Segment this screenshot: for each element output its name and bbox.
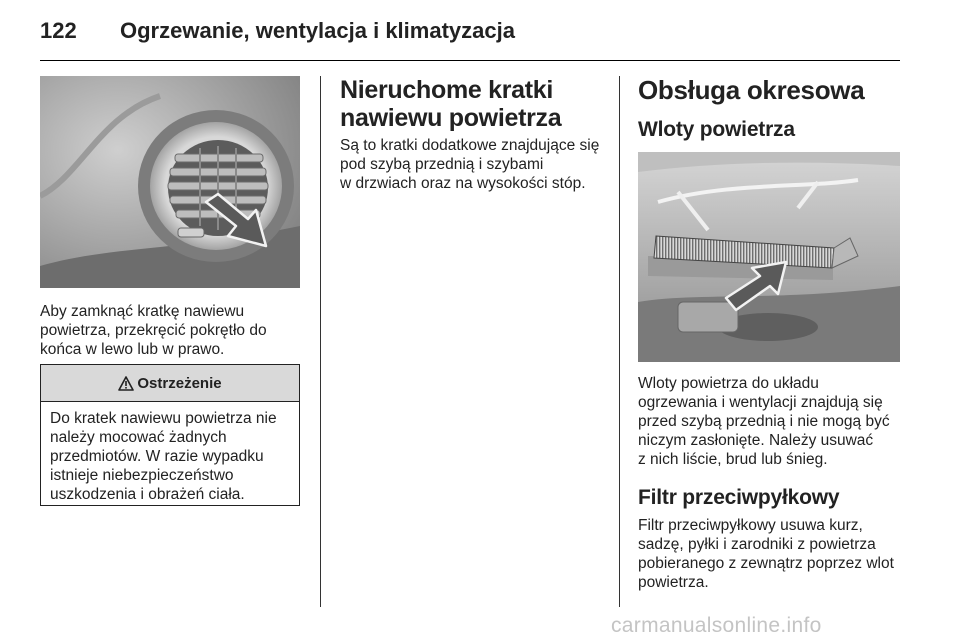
warning-text: Do kratek nawiewu powietrza nie należy mocować żadnych przedmiotów. W razie wypadku istnieje niebezpieczeństwo uszkodzenia i obrażeń ciała. [50,410,277,503]
fixed-vents-heading: Nieruchome kratki nawiewu powietrza [340,76,562,132]
fixed-vents-text: Są to kratki dodatkowe znajdujące się pod szybą przednią i szybami w drzwiach oraz na wysokości stóp. [340,137,600,192]
chapter-title: Ogrzewanie, wentylacja i klimatyzacja [120,18,515,43]
warning-header [41,365,299,402]
pollen-filter-text: Filtr przeciwpyłkowy usuwa kurz, sadzę, pyłki i zarodniki z powietrza pobieranego z zewnątrz poprzez wlot powietrza. [638,517,894,591]
rotating-air-vent-illustration [40,76,300,288]
warning-triangle-icon [118,376,134,391]
page-number: 122 [40,18,77,43]
pollen-filter-heading: Filtr przeciwpyłkowy [638,486,840,509]
air-inlet-under-windscreen-illustration [638,152,900,362]
watermark: carmanualsonline.info [611,614,822,637]
air-inlets-heading: Wloty powietrza [638,118,795,141]
maintenance-heading: Obsługa okresowa [638,75,865,105]
vent-close-instruction: Aby zamknąć kratkę nawiewu powietrza, przekręcić pokrętło do końca w lewo lub w prawo. [40,303,267,358]
air-inlets-text: Wloty powietrza do układu ogrzewania i wentylacji znajdują się przed szybą przednią i nie mogą być niczym zasłonięte. Należy usuwać z nich liście, brud lub śnieg. [638,375,890,468]
warning-title: Ostrzeżenie [137,374,222,392]
page-header [40,16,900,61]
warning-box [40,364,300,506]
column-divider-right [619,76,620,607]
column-divider-left [320,76,321,607]
